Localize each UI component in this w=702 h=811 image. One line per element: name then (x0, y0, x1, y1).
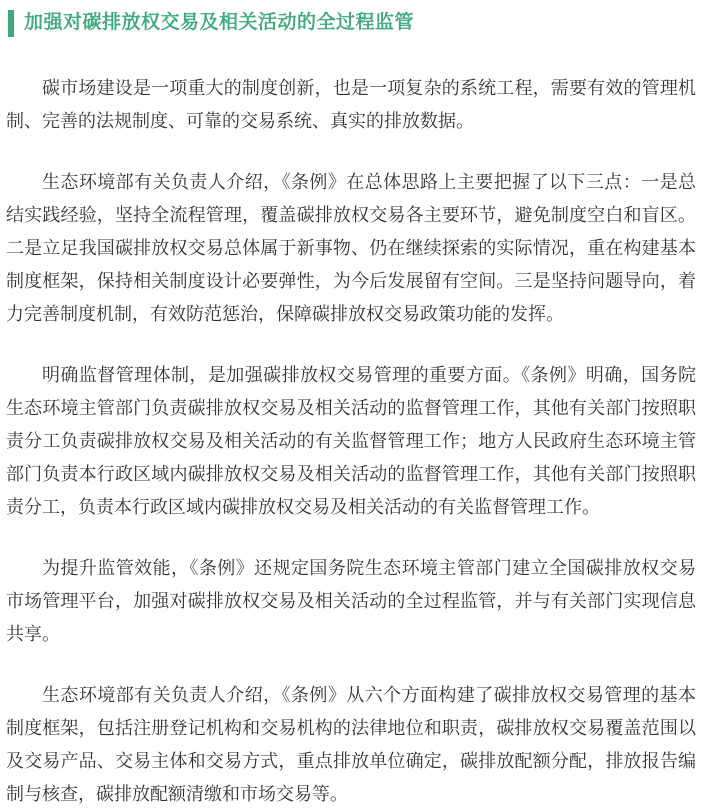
article-header (6, 8, 696, 38)
paragraph-1: 碳市场建设是一项重大的制度创新，也是一项复杂的系统工程，需要有效的管理机制、完善的法规制度、可靠的交易系统、真实的排放数据。 (6, 78, 696, 131)
page-title: 加强对碳排放权交易及相关活动的全过程监管 (24, 12, 415, 33)
paragraph-4: 为提升监管效能，《条例》还规定国务院生态环境主管部门建立全国碳排放权交易市场管理平台，加强对碳排放权交易及相关活动的全过程监管，并与有关部门实现信息共享。 (6, 558, 696, 644)
article-body (6, 72, 696, 811)
paragraph-2: 生态环境部有关负责人介绍，《条例》在总体思路上主要把握了以下三点：一是总结实践经验，坚持全流程管理，覆盖碳排放权交易各主要环节，避免制度空白和盲区。二是立足我国碳排放权交易总体属于新事物、仍在继续探索的实际情况，重在构建基本制度框架，保持相关制度设计必要弹性，为今后发展留有空间。三是坚持问题导向，着力完善制度机制，有效防范惩治，保障碳排放权交易政策功能的发挥。 (6, 172, 696, 324)
title-accent-bar-icon (8, 10, 14, 37)
paragraph-5: 生态环境部有关负责人介绍，《条例》从六个方面构建了碳排放权交易管理的基本制度框架，包括注册登记机构和交易机构的法律地位和职责，碳排放权交易覆盖范围以及交易产品、交易主体和交易方式，重点排放单位确定，碳排放配额分配，排放报告编制与核查，碳排放配额清缴和市场交易等。 (6, 685, 696, 804)
paragraph-3: 明确监督管理体制，是加强碳排放权交易管理的重要方面。《条例》明确，国务院生态环境主管部门负责碳排放权交易及相关活动的监督管理工作，其他有关部门按照职责分工负责碳排放权交易及相关活动的有关监督管理工作；地方人民政府生态环境主管部门负责本行政区域内碳排放权交易及相关活动的监督管理工作，其他有关部门按照职责分工，负责本行政区域内碳排放权交易及相关活动的有关监督管理工作。 (6, 365, 696, 517)
